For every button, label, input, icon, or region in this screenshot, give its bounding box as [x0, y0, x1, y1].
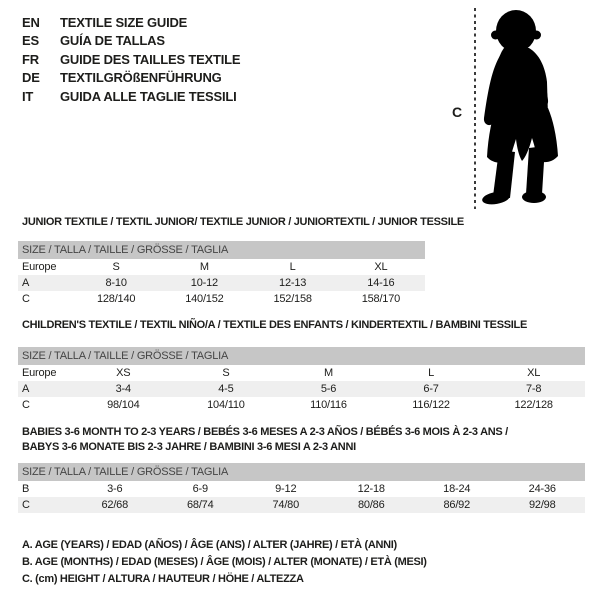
table-cell: 116/122	[412, 399, 450, 411]
table-title: JUNIOR TEXTILE / TEXTIL JUNIOR/ TEXTILE JUNIOR / JUNIORTEXTIL / JUNIOR TESSILE	[22, 216, 464, 228]
table-cell: 8-10	[105, 277, 127, 289]
table-cell: S	[222, 367, 230, 379]
height-measure-label: C	[452, 104, 463, 120]
table-cell: XL	[374, 261, 388, 273]
table-cell: 5-6	[320, 383, 337, 395]
table-cell: 24-36	[528, 483, 556, 495]
table-cell: 74/80	[272, 499, 300, 511]
childrens-textile-table	[18, 318, 585, 413]
table-cell: 152/158	[273, 293, 312, 305]
table-cell: 122/128	[514, 399, 553, 411]
junior-textile-table	[18, 215, 464, 307]
language-title: GUÍA DE TALLAS	[60, 33, 165, 49]
table-cell: 140/152	[185, 293, 224, 305]
language-code: ES	[22, 33, 39, 49]
language-title: GUIDE DES TAILLES TEXTILE	[60, 51, 241, 67]
table-cell: 158/170	[361, 293, 401, 305]
language-code: DE	[22, 70, 40, 86]
table-cell: L	[289, 261, 296, 273]
legend-line-c: C. (cm) HEIGHT / ALTURA / HAUTEUR / HÖHE / ALTEZZA	[22, 573, 304, 585]
table-cell: 92/98	[528, 499, 556, 511]
table-row	[18, 291, 425, 307]
language-title: TEXTILE SIZE GUIDE	[60, 14, 188, 30]
table-cell: 86/92	[443, 499, 471, 511]
table-cell: XS	[116, 367, 131, 379]
row-label-cell: A	[22, 277, 30, 289]
table-cell: L	[428, 367, 435, 379]
table-cell: 104/110	[207, 399, 245, 411]
table-cell: 4-5	[218, 383, 234, 395]
table-cell: 6-7	[423, 383, 439, 395]
size-header-bar: SIZE / TALLA / TAILLE / GRÖSSE / TAGLIA	[18, 241, 425, 259]
language-title: TEXTILGRÖßENFÜHRUNG	[60, 70, 222, 86]
table-cell: 110/116	[310, 399, 347, 411]
row-label-cell: C	[22, 499, 30, 511]
language-row-it	[22, 87, 240, 106]
table-row	[18, 481, 585, 497]
legend-line-b: B. AGE (MONTHS) / EDAD (MESES) / ÂGE (MOIS) / ALTER (MONATE) / ETÀ (MESI)	[22, 556, 427, 568]
language-row-de	[22, 69, 240, 88]
row-label-cell: Europe	[22, 367, 57, 379]
measure-legend	[22, 537, 427, 588]
table-cell: 12-18	[357, 483, 385, 495]
table-title-line2: BABYS 3-6 MONATE BIS 2-3 JAHRE / BAMBINI 3-6 MESI A 2-3 ANNI	[22, 441, 356, 453]
row-label-cell: B	[22, 483, 30, 495]
table-cell: 3-6	[107, 483, 123, 495]
table-cell: XL	[527, 367, 541, 379]
table-row	[18, 381, 585, 397]
table-cell: 98/104	[107, 399, 140, 411]
language-row-en	[22, 13, 240, 32]
language-row-fr	[22, 50, 240, 69]
size-header-bar: SIZE / TALLA / TAILLE / GRÖSSE / TAGLIA	[18, 463, 585, 481]
table-cell: 10-12	[190, 277, 218, 289]
row-label-cell: A	[22, 383, 30, 395]
language-code: IT	[22, 88, 34, 104]
height-measure-dashed-line	[474, 8, 476, 209]
table-title-line1: BABIES 3-6 MONTH TO 2-3 YEARS / BEBÉS 3-6 MESES A 2-3 AÑOS / BÉBÉS 3-6 MOIS À 2-3 ANS /	[22, 426, 508, 438]
table-row	[18, 397, 585, 413]
table-cell: 6-9	[192, 483, 208, 495]
size-header-bar: SIZE / TALLA / TAILLE / GRÖSSE / TAGLIA	[18, 347, 585, 365]
table-cell: 12-13	[279, 277, 307, 289]
row-label-cell: C	[22, 293, 30, 305]
language-title-list	[22, 13, 240, 106]
table-cell: 62/68	[101, 499, 129, 511]
table-cell: 9-12	[275, 483, 297, 495]
table-cell: S	[112, 261, 120, 273]
table-cell: M	[199, 261, 209, 273]
language-row-es	[22, 32, 240, 51]
table-row	[18, 497, 585, 513]
table-title: CHILDREN'S TEXTILE / TEXTIL NIÑO/A / TEXTILE DES ENFANTS / KINDERTEXTIL / BAMBINI TESSILE	[22, 319, 527, 331]
table-row	[18, 259, 425, 275]
table-cell: 7-8	[526, 383, 542, 395]
legend-line-a: A. AGE (YEARS) / EDAD (AÑOS) / ÂGE (ANS) / ALTER (JAHRE) / ETÀ (ANNI)	[22, 539, 397, 551]
table-cell: M	[324, 367, 333, 379]
babies-textile-table	[18, 425, 585, 513]
language-code: FR	[22, 51, 39, 67]
table-cell: 68/74	[186, 499, 214, 511]
table-cell: 128/140	[96, 293, 136, 305]
baby-silhouette-image	[479, 8, 569, 208]
row-label-cell: C	[22, 399, 30, 411]
table-row	[18, 275, 425, 291]
row-label-cell: Europe	[22, 261, 57, 273]
table-cell: 18-24	[443, 483, 471, 495]
table-cell: 3-4	[115, 383, 131, 395]
language-title: GUIDA ALLE TAGLIE TESSILI	[60, 88, 237, 104]
language-code: EN	[22, 14, 40, 30]
table-cell: 14-16	[367, 277, 395, 289]
table-cell: 80/86	[357, 499, 385, 511]
table-row	[18, 365, 585, 381]
